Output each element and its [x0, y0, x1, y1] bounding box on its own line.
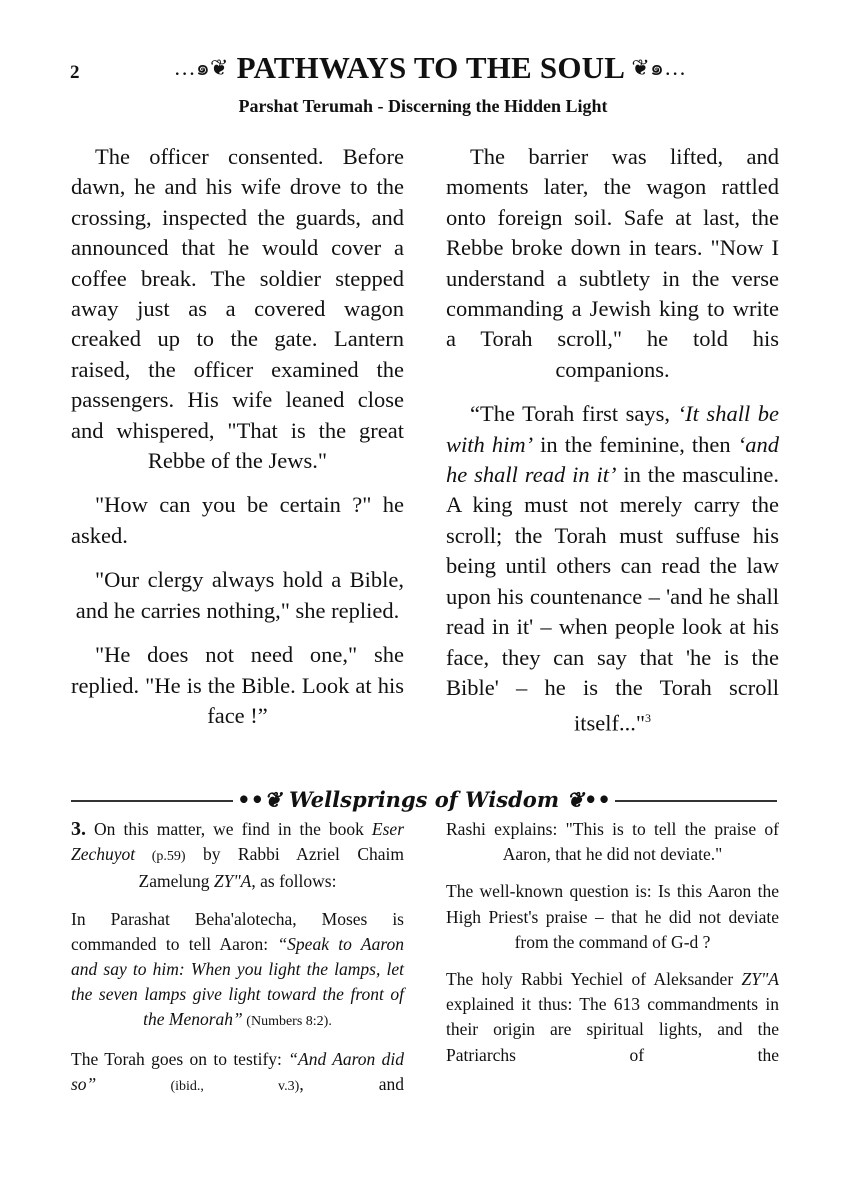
text-segment: "Our clergy always hold a Bible, and he carries nothing," she replied. [75, 567, 404, 623]
paragraph [71, 142, 404, 476]
paragraph [71, 1047, 404, 1099]
chapter-subtitle: Parshat Terumah - Discerning the Hidden Light [238, 96, 608, 116]
text-segment: Rashi explains: "This is to tell the praise of Aaron, that he did not deviate." [446, 819, 779, 865]
section-divider [71, 787, 777, 815]
text-segment: "How can you be certain ?" he asked. [71, 492, 404, 548]
text-segment: The Torah goes on to testify: [71, 1048, 289, 1069]
divider-label-text: Wellsprings of Wisdom [288, 787, 560, 812]
paragraph [446, 967, 779, 1068]
running-title [130, 50, 730, 86]
text-segment: (p.59) [135, 849, 186, 865]
text-segment: The well-known question is: Is this Aaron the High Priest's praise – that he did not deviate from the command of G-d ? [446, 881, 779, 952]
paragraph [71, 907, 404, 1035]
story-column-right [446, 142, 779, 753]
text-segment: by Rabbi Azriel Chaim Zamelung [138, 844, 404, 892]
text-segment: "He does not need one," she replied. "He is the Bible. Look at his face !” [71, 642, 404, 728]
story-column-left [71, 142, 404, 745]
text-segment: On this matter, we find in the book [86, 819, 372, 839]
text-segment: ‘and he shall read in it’ [446, 431, 779, 488]
text-segment: explained it thus: The 613 commandments in their origin are spiritual lights, and the Patriarchs of the [446, 994, 779, 1065]
paragraph [446, 142, 779, 385]
flourish-right-icon: ❦๑… [631, 55, 687, 80]
footnote-column-left [71, 817, 404, 1111]
footnote-ref: 3 [645, 711, 652, 726]
text-segment: “The Torah first says, [470, 401, 678, 427]
text-segment: (ibid., v.3) [96, 1078, 300, 1094]
text-segment: ZY"A [741, 969, 779, 990]
text-segment: The holy Rabbi Yechiel of Aleksander [446, 969, 742, 990]
divider-label: ••❦ Wellsprings of Wisdom ❦•• [233, 787, 615, 812]
text-segment: In Parashat Beha'alotecha, Moses is commanded to tell Aaron: [71, 908, 404, 954]
paragraph [71, 817, 404, 895]
paragraph [446, 879, 779, 955]
text-segment: ‘It shall be with him’ [446, 401, 779, 457]
paragraph [446, 817, 779, 867]
text-segment: 3. [71, 818, 86, 840]
text-segment: (Numbers 8:2). [242, 1014, 332, 1030]
paragraph [71, 565, 404, 626]
text-segment: The barrier was lifted, and moments later, the wagon rattled onto foreign soil. Safe at last, the Rebbe broke down in tears. "Now I understand a subtlety in the verse commanding a Jewish king to write a Torah scroll," he told his companions. [446, 144, 779, 382]
paragraph [71, 640, 404, 731]
text-segment: in the masculine. A king must not merely carry the scroll; the Torah must suffuse his being until others can read the law upon his countenance – 'and he shall read in it' – when people look at his face, they can say that 'he is the Bible' – he is the Torah scroll itself..." [446, 462, 779, 736]
text-segment: in the feminine, then [533, 431, 738, 457]
text-segment: , as follows: [251, 871, 337, 892]
text-segment: , and [299, 1073, 404, 1094]
flourish-left-icon: …๑❦ [173, 55, 229, 80]
page-number: 2 [70, 62, 80, 83]
text-segment: ZY"A [213, 871, 252, 892]
paragraph [71, 490, 404, 551]
footnote-column-right [446, 817, 779, 1080]
text-segment: “And Aaron did so” [71, 1048, 405, 1094]
text-segment: Eser Zechuyot [71, 819, 404, 865]
book-title: PATHWAYS TO THE SOUL [236, 50, 624, 85]
text-segment: The officer consented. Before dawn, he and his wife drove to the crossing, inspected the guards, and announced that he would cover a coffee break. The soldier stepped away just as a covered wagon creaked up to the gate. Lantern raised, the officer examined the passengers. His wife leaned close and whispered, "That is the great Rebbe of the Jews." [71, 144, 404, 474]
text-segment: “Speak to Aaron and say to him: When you light the lamps, let the seven lamps give light toward the front of the Menorah” [71, 933, 405, 1030]
paragraph [446, 399, 779, 739]
